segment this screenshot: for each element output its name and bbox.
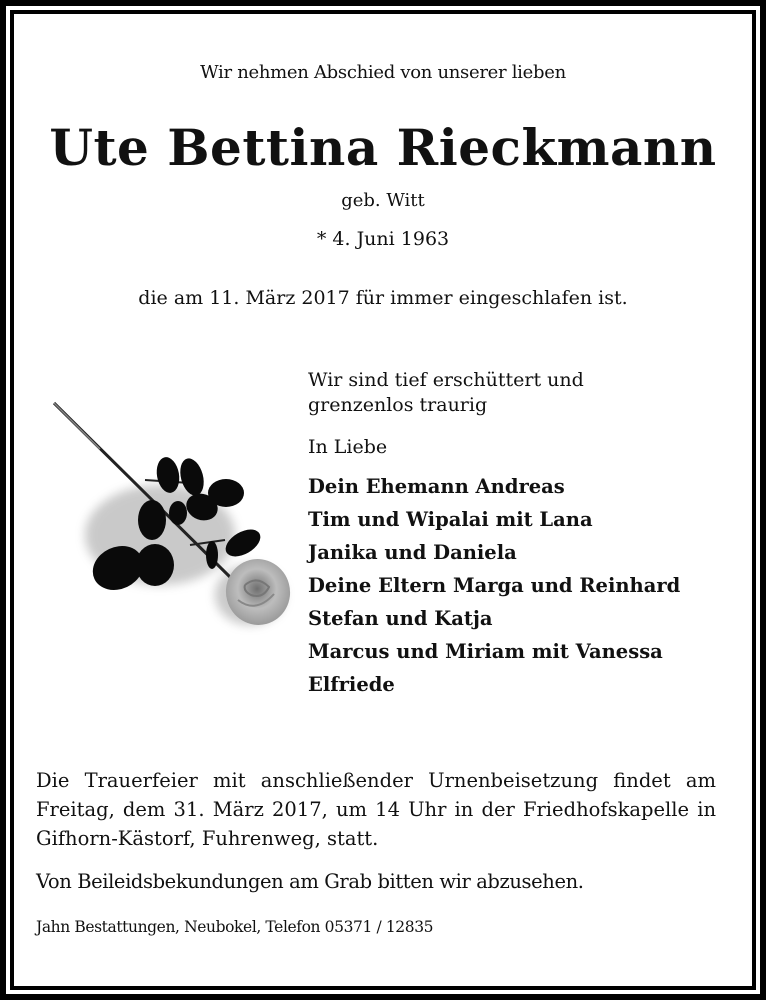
family-member: Dein Ehemann Andreas	[308, 475, 565, 498]
in-love-text: In Liebe	[308, 436, 388, 458]
ceremony-info: Die Trauerfeier mit anschließender Urnenbeisetzung findet am Freitag, dem 31. März 2017, um 14 Uhr in der Friedhofskapelle in Gifhorn-Kästorf, Fuhrenweg, statt.	[36, 769, 716, 850]
family-section	[308, 368, 728, 701]
family-member: Elfriede	[308, 673, 395, 696]
death-text: die am 11. März 2017 für immer eingeschlafen ist.	[138, 287, 628, 309]
family-member: Stefan und Katja	[308, 607, 493, 630]
family-member: Marcus und Miriam mit Vanessa	[308, 640, 663, 663]
funeral-home: Jahn Bestattungen, Neubokel, Telefon 05371 / 12835	[36, 918, 434, 936]
family-member: Tim und Wipalai mit Lana	[308, 508, 593, 531]
maiden-name: geb. Witt	[341, 190, 425, 211]
quote-line: grenzenlos traurig	[308, 394, 488, 416]
deceased-name: Ute Bettina Rieckmann	[49, 118, 717, 177]
condolences-note: Von Beileidsbekundungen am Grab bitten wir abzusehen.	[36, 870, 584, 893]
quote-line: Wir sind tief erschüttert und	[308, 369, 584, 391]
rose-icon	[40, 395, 300, 635]
family-member: Janika und Daniela	[308, 541, 517, 564]
birth-date: * 4. Juni 1963	[316, 228, 450, 250]
intro-text: Wir nehmen Abschied von unserer lieben	[200, 62, 566, 83]
family-member: Deine Eltern Marga und Reinhard	[308, 574, 681, 597]
